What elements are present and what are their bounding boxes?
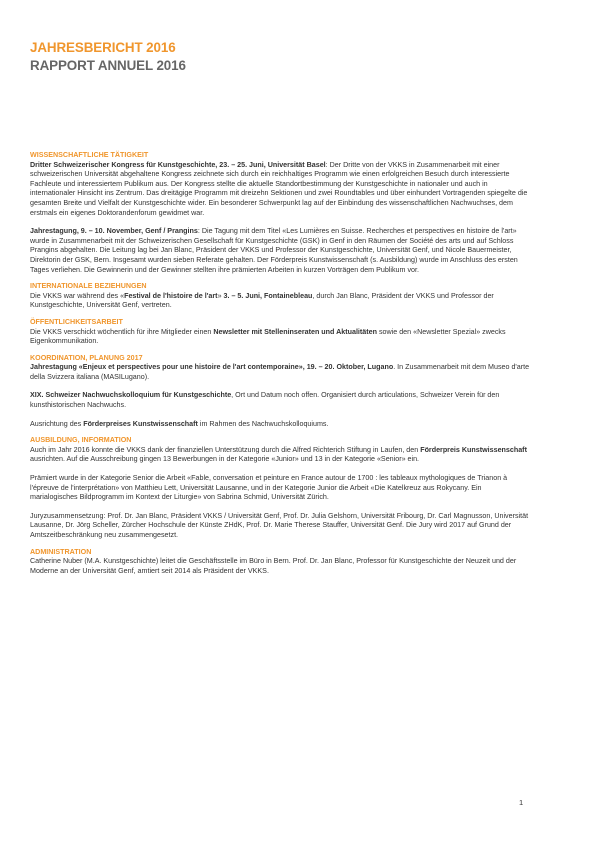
paragraph [30,227,530,275]
text-run: Die VKKS verschickt wöchentlich für ihre Mitglieder einen [30,327,214,336]
bold-run: Jahrestagung, 9. – 10. November, Genf / Prangins [30,227,198,236]
paragraph: Prämiert wurde in der Kategorie Senior die Arbeit «Fable, conversation et peinture en France autour de 1700 : les tableaux mythologiques de Trianon à l'épreuve de l'interprétation» von Matthieu Lett, Universität Lausanne, und in der Kategorie Junior die Arbeit «Die Katelkreuz aus Rokycany. Ein marialogisches Bildprogramm im Kontext der Liturgie» von Sabrina Schmid, Universität Zürich. [30,474,508,502]
section-ausbildung-information [30,436,530,540]
bold-run: Newsletter mit Stelleninseraten und Aktualitäten [213,327,377,336]
text-run: im Rahmen des Nachwuchskolloquiums. [197,419,329,428]
paragraph: Juryzusammensetzung: Prof. Dr. Jan Blanc, Präsident VKKS / Universität Genf, Prof. Dr. Julia Gelshorn, Universität Fribourg, Dr. Carl Magnusson, Universität Lausanne, Dr. Jörg Scheller, Zürcher Hochschule der Künste ZHdK, Prof. Dr. Marie Therese Stauffer, Universität Genf. Die Jury wird 2017 auf Grund der Amtszeitbeschränkung neu zusammengesetzt. [30,511,529,539]
section-heading: KOORDINATION, PLANUNG 2017 [30,353,143,362]
bold-run: Förderpreises Kunstwissenschaft [83,419,198,428]
section-heading: ÖFFENTLICHKEITSARBEIT [30,317,123,326]
bold-run: XIX. Schweizer Nachwuchskolloquium für Kunstgeschichte [30,391,232,400]
text-run: sowie den «Newsletter Spezial» zwecks Eigenkommunikation. [30,327,506,346]
section-oeffentlichkeitsarbeit [30,318,530,347]
bold-run: Festival de l'histoire de l'art [124,291,218,300]
section-heading: AUSBILDUNG, INFORMATION [30,436,132,445]
paragraph: Catherine Nuber (M.A. Kunstgeschichte) leitet die Geschäftsstelle im Büro in Bern. Prof. Dr. Jan Blanc, Professor für Kunstgeschichte der Neuzeit und der Moderne an der Universität Genf, amtiert seit 2014 als Präsident der VKKS. [30,557,517,575]
report-title-fr: RAPPORT ANNUEL 2016 [30,58,186,73]
bold-run: 3. – 5. Juni, Fontainebleau [223,291,313,300]
paragraph [30,292,530,311]
paragraph [30,363,530,382]
text-run: . In Zusammenarbeit mit dem Museo d'arte della Svizzera italiana (MASILugano). [30,363,530,381]
text-run: Ausrichtung des [30,419,84,428]
section-internationale-beziehungen [30,282,530,311]
text-run: » [217,291,224,300]
document-body [30,151,530,576]
text-run: , Ort und Datum noch offen. Organisiert durch articulations, Schweizer Verein für den kunsthistorischen Nachwuchs. [30,391,500,410]
page-number: 1 [519,798,524,807]
text-run: Die VKKS war während des « [30,291,125,300]
section-administration [30,548,530,577]
text-run: : Die Tagung mit dem Titel «Les Lumières en Suisse. Recherches et perspectives en histoire de l'art» wurde in Zusammenarbeit mit der Schweizerischen Gesellschaft für Kunstgeschichte (GSK) in Genf in den Räumen der Société des arts und auf Schloss Prangins abgehalten. Die Leitung lag bei Jan Blanc, Präsident der VKKS und Professor der Kunstgeschichte, Universität Genf, und Nicole Bauermeister, Direktorin der GSK, Bern. Insgesamt wurden sieben Referate gehalten. Der Förderpreis Kunstwissenschaft (s. Ausbildung) wurde im Anschluss des ersten Tages verliehen. Die Gewinnerin und der Gewinner stellten ihre prämierten Arbeiten in kurzen Vorträgen dem Publikum vor. [30,227,518,274]
paragraph [30,328,530,347]
paragraph [30,391,530,410]
section-wissenschaftliche-taetigkeit [30,151,530,275]
report-title-de: JAHRESBERICHT 2016 [30,40,176,55]
bold-run: Förderpreis Kunstwissenschaft [420,445,527,454]
section-heading: ADMINISTRATION [30,547,92,556]
text-run: ausrichten. Auf die Ausschreibung gingen 13 Bewerbungen in der Kategorie «Junior» und 13 in der Kategorie «Senior» ein. [30,455,420,464]
bold-run: Jahrestagung «Enjeux et perspectives pour une histoire de l'art contemporaine», 19. – 20. Oktober, Lugano [30,363,394,372]
text-run: : Der Dritte von der VKKS in Zusammenarbeit mit einer schweizerischen Universität abgehaltene Kongress zeichnete sich durch ein reichhaltiges Programm wie einen erfolgreichen Besuch durch interessierte Fachleute und interessiertem Publikum aus. Der Kongress stellte die aktuelle Standortbestimmung der Kunstgeschichte in nationaler und auch in internationaler Hinsicht ins Zentrum. Das dreitägige Programm mit dreizehn Sektionen und zwei Roundtables und über einhundert Vortragenden spiegelte die gesamten Breite und Vielfalt der Kunstgeschichte wider. Ein besonderer Schwerpunkt lag auf der Einbindung des wissenschaftlichen Nachwuchses, dem erstmals ein eigenes Doktorandenforum gewidmet war. [30,160,528,217]
text-run: Auch im Jahr 2016 konnte die VKKS dank der finanziellen Unterstützung durch die Alfred Richterich Stiftung in Laufen, den [30,445,421,454]
bold-run: Dritter Schweizerischer Kongress für Kunstgeschichte, 23. – 25. Juni, Universität Basel [30,160,326,169]
paragraph [30,161,530,219]
paragraph [30,446,530,465]
section-koordination-planung [30,354,530,430]
section-heading: INTERNATIONALE BEZIEHUNGEN [30,282,147,291]
paragraph [30,420,530,430]
section-heading: WISSENSCHAFTLICHE TÄTIGKEIT [30,151,149,159]
text-run: , durch Jan Blanc, Präsident der VKKS und Professor der Kunstgeschichte, Universität Genf, vertreten. [30,291,494,310]
